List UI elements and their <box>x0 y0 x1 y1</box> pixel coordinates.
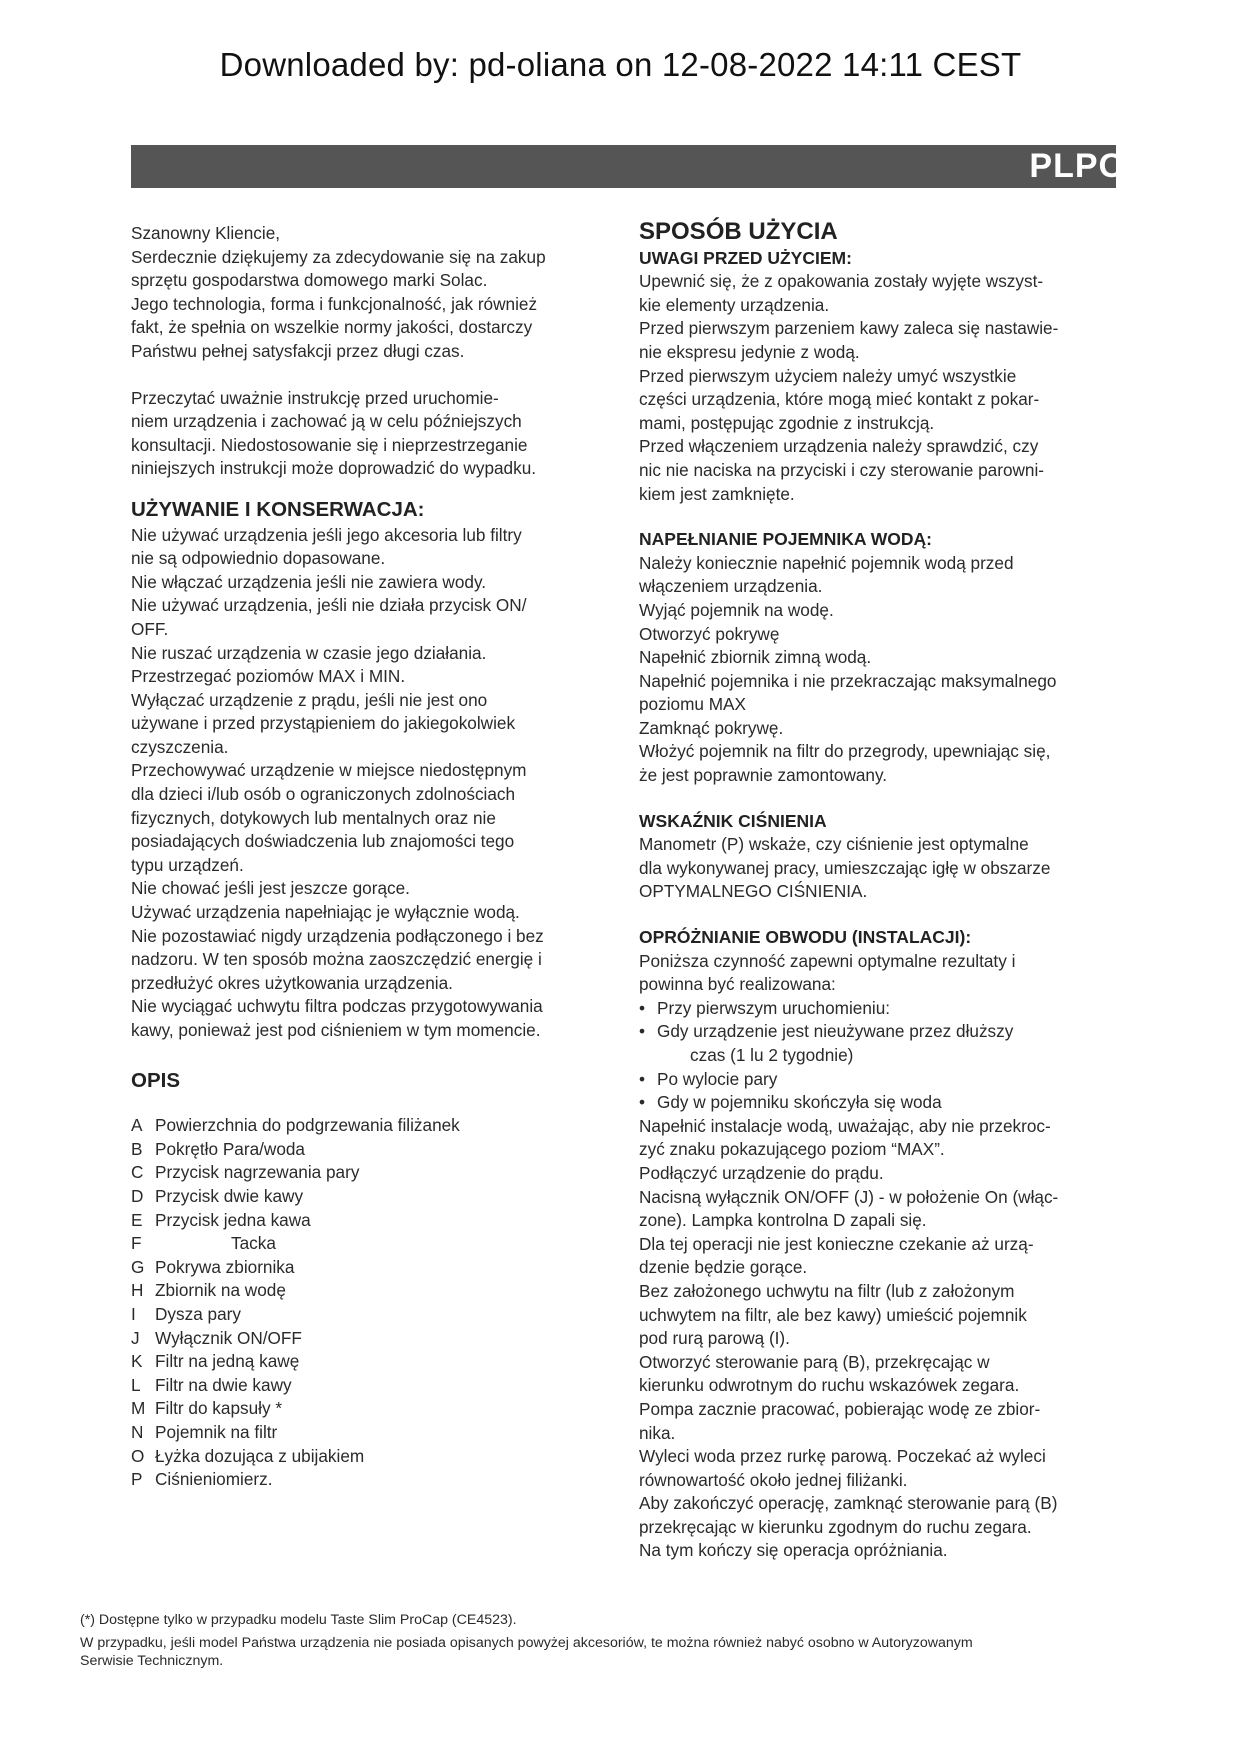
pressure-text: Manometr (P) wskaże, czy ciśnienie jest optymalne dla wykonywanej pracy, umieszczając igłę w obszarze OPTYMALNEGO CIŚNIENIA. <box>639 834 1051 902</box>
list-item: P Ciśnieniomierz. <box>131 1469 273 1490</box>
empty-step: Nacisną wyłącznik ON/OFF (J) - w położenie On (włąc- zone). Lampka kontrolna D zapali się. <box>639 1186 1059 1231</box>
fill-tank-item: Włożyć pojemnik na filtr do przegrody, upewniając się, że jest poprawnie zamontowany. <box>639 741 1051 786</box>
fill-tank-item: Wyjąć pojemnik na wodę. <box>639 599 834 620</box>
fill-tank-heading: NAPEŁNIANIE POJEMNIKA WODĄ: <box>639 529 932 550</box>
usage-item: Przechowywać urządzenie w miejsce niedostępnym dla dzieci i/lub osób o ograniczonych zdolnościach fizycznych, dotykowych lub mentalnych oraz nie posiadających doświadczenia lub znajomości tego typu urządzeń. <box>131 760 527 875</box>
right-column <box>639 220 1119 1563</box>
empty-step: Napełnić instalacje wodą, uważając, aby nie przekroc- zyć znaku pokazującego poziom “MAX”. <box>639 1115 1051 1160</box>
empty-step: Otworzyć sterowanie parą (B), przekręcając w kierunku odwrotnym do ruchu wskazówek zegara. <box>639 1351 1020 1396</box>
fill-tank-item: Napełnić pojemnika i nie przekraczając maksymalnego poziomu MAX <box>639 670 1057 715</box>
empty-step: Podłączyć urządzenie do prądu. <box>639 1162 884 1183</box>
before-use-item: Przed włączeniem urządzenia należy sprawdzić, czy nic nie naciska na przyciski i czy sterowanie parowni- kiem jest zamknięte. <box>639 436 1045 504</box>
footnote-accessories: W przypadku, jeśli model Państwa urządzenia nie posiada opisanych powyżej akcesoriów, te można również nabyć osobno w Autoryzowanym Serwisie Technicznym. <box>80 1635 973 1669</box>
list-item: G Pokrywa zbiornika <box>131 1256 295 1277</box>
empty-circuit-intro: Poniższa czynność zapewni optymalne rezultaty i powinna być realizowana: <box>639 950 1016 995</box>
usage-item: Nie używać urządzenia, jeśli nie działa przycisk ON/ OFF. <box>131 595 527 639</box>
parts-list <box>131 1114 609 1492</box>
list-item: A Powierzchnia do podgrzewania filiżanek <box>131 1115 460 1136</box>
instructions-warning: Przeczytać uważnie instrukcję przed uruchomie- niem urządzenia i zachować ją w celu późniejszych konsultacji. Niedostosowanie się i nieprzestrzeganie niniejszych instrukcji może doprowadzić do wypadku. <box>131 387 537 479</box>
usage-heading: UŻYWANIE I KONSERWACJA: <box>131 497 425 521</box>
list-item: N Pojemnik na filtr <box>131 1421 278 1442</box>
list-item: • Po wylocie pary <box>639 1068 1119 1092</box>
list-item-continuation: czas (1 lu 2 tygodnie) <box>690 1045 854 1065</box>
usage-item: Nie chować jeśli jest jeszcze gorące. <box>131 878 410 899</box>
usage-item: Używać urządzenia napełniając je wyłącznie wodą. <box>131 902 520 923</box>
fill-tank-item: Napełnić zbiornik zimną wodą. <box>639 647 872 668</box>
language-tab: PLPO <box>1029 147 1126 185</box>
usage-item: Nie ruszać urządzenia w czasie jego działania. <box>131 642 487 663</box>
list-item: C Przycisk nagrzewania pary <box>131 1162 360 1183</box>
usage-item: Przestrzegać poziomów MAX i MIN. <box>131 666 406 687</box>
empty-step: Dla tej operacji nie jest konieczne czekanie aż urzą- dzenie będzie gorące. <box>639 1233 1034 1278</box>
pressure-heading: WSKAŹNIK CIŚNIENIA <box>639 810 827 831</box>
list-item: L Filtr na dwie kawy <box>131 1374 292 1395</box>
usage-item: Nie pozostawiać nigdy urządzenia podłączonego i bez nadzoru. W ten sposób można zaoszczędzić energię i przedłużyć okres użytkowania urządzenia. <box>131 925 544 993</box>
list-item: I Dysza pary <box>131 1303 241 1324</box>
list-item: M Filtr do kapsuły * <box>131 1398 283 1419</box>
list-item: D Przycisk dwie kawy <box>131 1185 304 1206</box>
fill-tank-item: Zamknąć pokrywę. <box>639 717 784 738</box>
before-use-item: Przed pierwszym użyciem należy umyć wszystkie części urządzenia, które mogą mieć kontakt z pokar- mami, postępując zgodnie z instrukcją. <box>639 365 1040 433</box>
list-item: • Przy pierwszym uruchomieniu: <box>639 997 1119 1021</box>
download-watermark: Downloaded by: pd-oliana on 12-08-2022 14:11 CEST <box>219 46 1022 83</box>
list-item: O Łyżka dozująca z ubijakiem <box>131 1445 365 1466</box>
usage-item: Wyłączać urządzenie z prądu, jeśli nie jest ono używane i przed przystąpieniem do jakiegokolwiek czyszczenia. <box>131 689 516 757</box>
description-heading: OPIS <box>131 1068 180 1092</box>
before-use-item: Upewnić się, że z opakowania zostały wyjęte wszyst- kie elementy urządzenia. <box>639 271 1044 315</box>
list-item: • Gdy w pojemniku skończyła się woda <box>639 1091 1119 1115</box>
list-item: B Pokrętło Para/woda <box>131 1138 305 1159</box>
fill-tank-item: Należy koniecznie napełnić pojemnik wodą przed włączeniem urządzenia. <box>639 552 1014 597</box>
conditions-list <box>639 1068 1119 1115</box>
list-item: H Zbiornik na wodę <box>131 1280 286 1301</box>
fill-tank-item: Otworzyć pokrywę <box>639 623 780 644</box>
intro-paragraph: Jego technologia, forma i funkcjonalność, jak również fakt, że spełnia on wszelkie normy jakości, dostarczy Państwu pełnej satysfakcji przez długi czas. <box>131 293 538 361</box>
conditions-list <box>639 997 1119 1044</box>
footnote-availability: (*) Dostępne tylko w przypadku modelu Taste Slim ProCap (CE4523). <box>80 1612 517 1628</box>
before-use-item: Przed pierwszym parzeniem kawy zaleca się nastawie- nie ekspresu jedynie z wodą. <box>639 318 1059 362</box>
list-item: E Przycisk jedna kawa <box>131 1209 311 1230</box>
empty-step: Na tym kończy się operacja opróżniania. <box>639 1540 948 1561</box>
list-item: • Gdy urządzenie jest nieużywane przez dłuższy <box>639 1020 1119 1044</box>
left-column <box>131 222 609 1492</box>
greeting: Szanowny Kliencie, <box>131 223 281 243</box>
empty-circuit-heading: OPRÓŻNIANIE OBWODU (INSTALACJI): <box>639 927 972 948</box>
before-use-heading: UWAGI PRZED UŻYCIEM: <box>639 247 852 268</box>
usage-method-title: SPOSÓB UŻYCIA <box>639 218 838 245</box>
usage-item: Nie wyciągać uchwytu filtra podczas przygotowywania kawy, ponieważ jest pod ciśnieniem w tym momencie. <box>131 996 543 1040</box>
usage-item: Nie włączać urządzenia jeśli nie zawiera wody. <box>131 571 487 592</box>
list-item: K Filtr na jedną kawę <box>131 1351 300 1372</box>
language-header-band <box>131 145 1126 188</box>
empty-step: Wyleci woda przez rurkę parową. Poczekać aż wyleci równowartość około jednej filiżanki. <box>639 1446 1046 1490</box>
intro-paragraph: Serdecznie dziękujemy za zdecydowanie się na zakup sprzętu gospodarstwa domowego marki Solac. <box>131 246 546 291</box>
empty-step: Bez założonego uchwytu na filtr (lub z założonym uchwytem na filtr, ale bez kawy) umieścić pojemnik pod rurą parową (I). <box>639 1280 1027 1349</box>
empty-step: Aby zakończyć operację, zamknąć sterowanie parą (B) przekręcając w kierunku zgodnym do ruchu zegara. <box>639 1493 1058 1537</box>
list-item: F Tacka <box>131 1233 276 1254</box>
empty-step: Pompa zacznie pracować, pobierając wodę ze zbior- nika. <box>639 1398 1041 1443</box>
list-item: J Wyłącznik ON/OFF <box>131 1327 302 1348</box>
usage-item: Nie używać urządzenia jeśli jego akcesoria lub filtry nie są odpowiednio dopasowane. <box>131 524 522 569</box>
